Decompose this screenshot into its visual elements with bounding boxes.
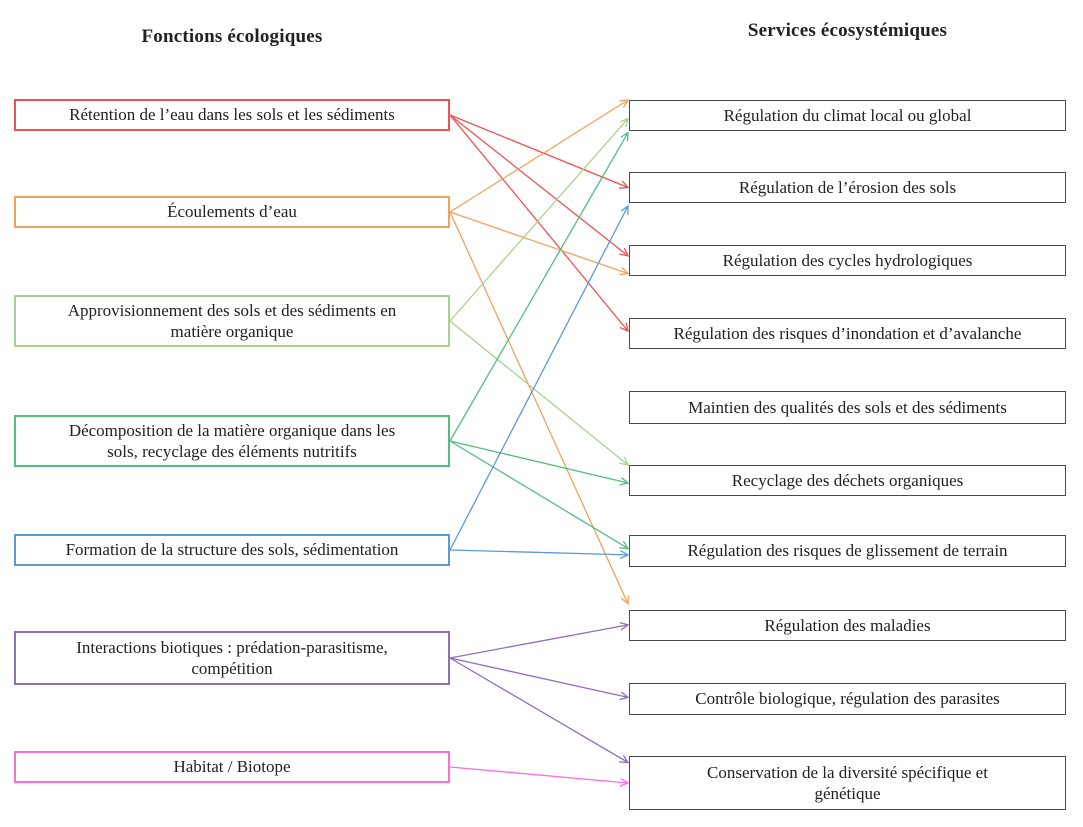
arrow-f2-s1 [450, 100, 628, 212]
function-box-f5 [14, 534, 450, 566]
arrow-f3-s6 [450, 321, 628, 465]
arrow-f1-s3 [450, 115, 628, 256]
service-box-s3 [629, 245, 1066, 276]
arrow-f7-s10 [450, 767, 628, 783]
box-label-line: Habitat / Biotope [173, 757, 291, 777]
box-label-line: Régulation des risques de glissement de terrain [687, 541, 1008, 561]
functions-column-header: Fonctions écologiques [141, 26, 323, 47]
function-box-f7 [14, 751, 450, 783]
arrow-f6-s10 [450, 658, 628, 762]
function-box-f4 [14, 415, 450, 467]
arrow-f1-s2 [450, 115, 628, 188]
service-box-s2 [629, 172, 1066, 203]
box-label-line: Décomposition de la matière organique dans les [68, 420, 396, 440]
service-box-s6 [629, 465, 1066, 496]
arrow-f4-s7 [450, 441, 628, 548]
function-box-f2 [14, 196, 450, 228]
service-box-s10 [629, 756, 1066, 810]
arrow-f4-s6 [450, 441, 628, 483]
box-label-line: Recyclage des déchets organiques [731, 470, 964, 490]
box-label-line: Conservation de la diversité spécifique et [707, 762, 988, 782]
box-label-line: Écoulements d’eau [167, 202, 297, 222]
box-label-line: Régulation des risques d’inondation et d’avalanche [673, 323, 1022, 343]
box-label-line: Contrôle biologique, régulation des parasites [695, 689, 1000, 709]
arrow-f2-s8 [450, 212, 628, 604]
service-box-s7 [629, 535, 1066, 567]
box-label-line: Régulation de l’érosion des sols [738, 177, 957, 197]
service-box-s1 [629, 100, 1066, 131]
box-label-line: Régulation des cycles hydrologiques [722, 250, 973, 270]
arrow-f4-s1 [450, 133, 628, 441]
service-box-s4 [629, 318, 1066, 349]
arrow-f3-s1 [450, 119, 628, 321]
arrow-f2-s3 [450, 212, 628, 274]
arrow-f5-s7 [450, 550, 628, 555]
box-label-line: matière organique [170, 322, 294, 341]
service-box-s5 [629, 391, 1066, 424]
box-label-line: Maintien des qualités des sols et des sédiments [688, 397, 1007, 417]
box-label-line: Régulation du climat local ou global [723, 105, 972, 125]
function-box-f6 [14, 631, 450, 685]
box-label-line: Interactions biotiques : prédation-parasitisme, [76, 637, 388, 657]
box-label-line: Approvisionnement des sols et des sédiments en [67, 300, 397, 320]
arrow-f6-s8 [450, 625, 628, 658]
box-label-line: Rétention de l’eau dans les sols et les sédiments [69, 105, 395, 125]
arrow-f5-s2 [450, 206, 628, 550]
arrow-f6-s9 [450, 658, 628, 697]
box-label-line: Formation de la structure des sols, sédimentation [65, 540, 399, 560]
service-box-s9 [629, 683, 1066, 715]
function-box-f3 [14, 295, 450, 347]
box-label-line: compétition [191, 659, 273, 678]
services-column-header: Services écosystémiques [747, 20, 948, 41]
arrow-f1-s4 [450, 115, 628, 331]
box-label-line: génétique [814, 784, 881, 803]
function-box-f1 [14, 99, 450, 131]
service-box-s8 [629, 610, 1066, 641]
box-label-line: sols, recyclage des éléments nutritifs [107, 442, 357, 461]
box-label-line: Régulation des maladies [764, 615, 931, 635]
